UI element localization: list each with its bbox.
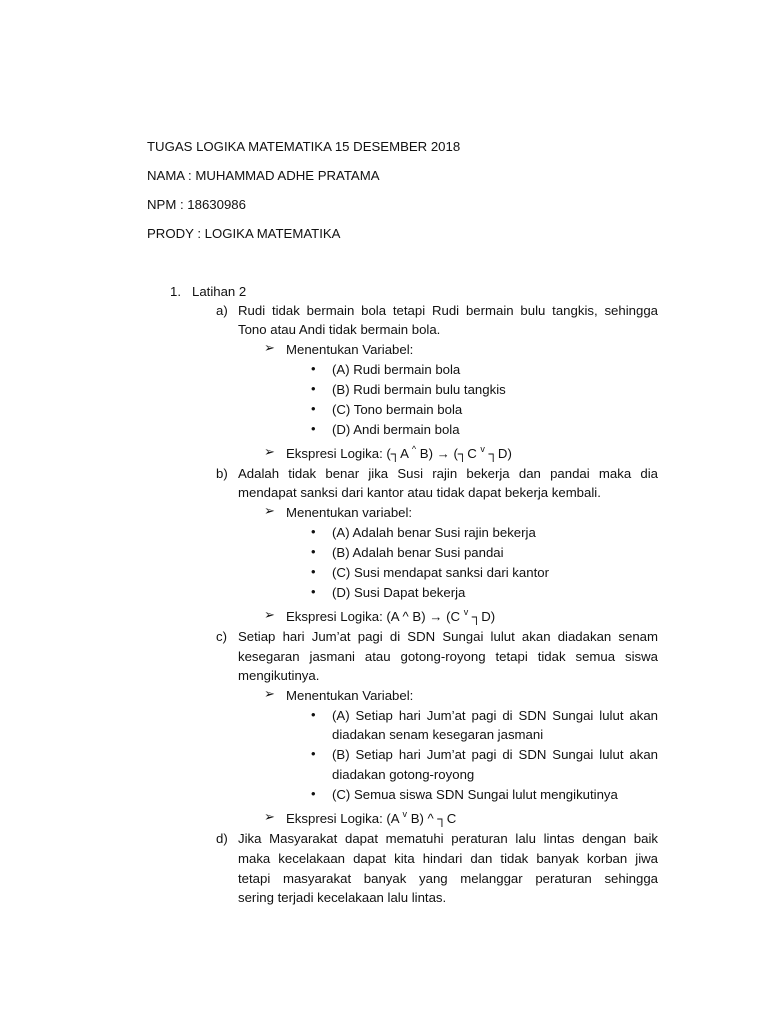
arrow-bullet-icon: ➢ [264, 607, 275, 622]
bullet-icon: • [311, 564, 316, 579]
arrow-bullet-icon: ➢ [264, 809, 275, 824]
item-b-variable-4: (D) Susi Dapat bekerja [332, 585, 466, 600]
arrow-bullet-icon: ➢ [264, 444, 275, 459]
item-d-marker: d) [216, 831, 228, 846]
section-title: Latihan 2 [192, 284, 247, 299]
item-a-logic-expression: Ekspresi Logika: (┐A ^ B) → (┐C $^v$ ┐D) [286, 444, 512, 461]
section-number: 1. [170, 284, 181, 299]
item-b-text-line-2: mendapat sanksi dari kantor atau tidak dapat bekerja kembali. [238, 485, 601, 500]
item-c-variable-heading: Menentukan Variabel: [286, 688, 414, 703]
study-program: PRODY : LOGIKA MATEMATIKA [147, 226, 341, 241]
item-d-text-line-2: maka kecelakaan dapat kita hindari dan tidak banyak korban jiwa [238, 851, 658, 866]
item-c-variable-1-line-1: (A) Setiap hari Jum’at pagi di SDN Sungai lulut akan [332, 708, 658, 723]
item-c-logic-expression: Ekspresi Logika: (A $^v$ B) ^ ┐C [286, 809, 457, 826]
item-b-variable-1: (A) Adalah benar Susi rajin bekerja [332, 525, 536, 540]
item-b-logic-expression: Ekspresi Logika: (A ^ B) → (C $^v$ ┐D) [286, 607, 496, 624]
arrow-bullet-icon: ➢ [264, 503, 275, 518]
bullet-icon: • [311, 544, 316, 559]
arrow-bullet-icon: ➢ [264, 340, 275, 355]
bullet-icon: • [311, 524, 316, 539]
item-a-variable-heading: Menentukan Variabel: [286, 342, 414, 357]
item-c-variable-3: (C) Semua siswa SDN Sungai lulut mengikutinya [332, 787, 618, 802]
item-c-text-line-2: kesegaran jasmani atau gotong-royong tetapi tidak semua siswa [238, 649, 658, 664]
item-c-text-line-1: Setiap hari Jum’at pagi di SDN Sungai lulut akan diadakan senam [238, 629, 658, 644]
bullet-icon: • [311, 707, 316, 722]
item-c-variable-2-line-1: (B) Setiap hari Jum’at pagi di SDN Sungai lulut akan [332, 747, 658, 762]
item-c-marker: c) [216, 629, 227, 644]
item-a-variable-2: (B) Rudi bermain bulu tangkis [332, 382, 506, 397]
bullet-icon: • [311, 584, 316, 599]
item-b-text-line-1: Adalah tidak benar jika Susi rajin bekerja dan pandai maka dia [238, 466, 658, 481]
item-b-variable-heading: Menentukan variabel: [286, 505, 413, 520]
bullet-icon: • [311, 401, 316, 416]
student-name: NAMA : MUHAMMAD ADHE PRATAMA [147, 168, 380, 183]
bullet-icon: • [311, 421, 316, 436]
item-a-text-line-1: Rudi tidak bermain bola tetapi Rudi bermain bulu tangkis, sehingga [238, 303, 658, 318]
item-a-variable-1: (A) Rudi bermain bola [332, 362, 461, 377]
item-a-variable-4: (D) Andi bermain bola [332, 422, 460, 437]
bullet-icon: • [311, 786, 316, 801]
bullet-icon: • [311, 361, 316, 376]
bullet-icon: • [311, 381, 316, 396]
document-title: TUGAS LOGIKA MATEMATIKA 15 DESEMBER 2018 [147, 139, 461, 154]
student-npm: NPM : 18630986 [147, 197, 246, 212]
item-a-text-line-2: Tono atau Andi tidak bermain bola. [238, 322, 441, 337]
item-b-variable-3: (C) Susi mendapat sanksi dari kantor [332, 565, 549, 580]
item-b-variable-2: (B) Adalah benar Susi pandai [332, 545, 504, 560]
item-a-marker: a) [216, 303, 228, 318]
item-d-text-line-1: Jika Masyarakat dapat mematuhi peraturan lalu lintas dengan baik [238, 831, 658, 846]
item-c-variable-1-line-2: diadakan senam kesegaran jasmani [332, 727, 544, 742]
item-c-text-line-3: mengikutinya. [238, 668, 320, 683]
item-c-variable-2-line-2: diadakan gotong-royong [332, 767, 475, 782]
bullet-icon: • [311, 746, 316, 761]
arrow-bullet-icon: ➢ [264, 686, 275, 701]
item-a-variable-3: (C) Tono bermain bola [332, 402, 463, 417]
item-d-text-line-3: tetapi masyarakat banyak yang melanggar peraturan sehingga [238, 871, 658, 886]
item-b-marker: b) [216, 466, 228, 481]
item-d-text-line-4: sering terjadi kecelakaan lalu lintas. [238, 890, 447, 905]
